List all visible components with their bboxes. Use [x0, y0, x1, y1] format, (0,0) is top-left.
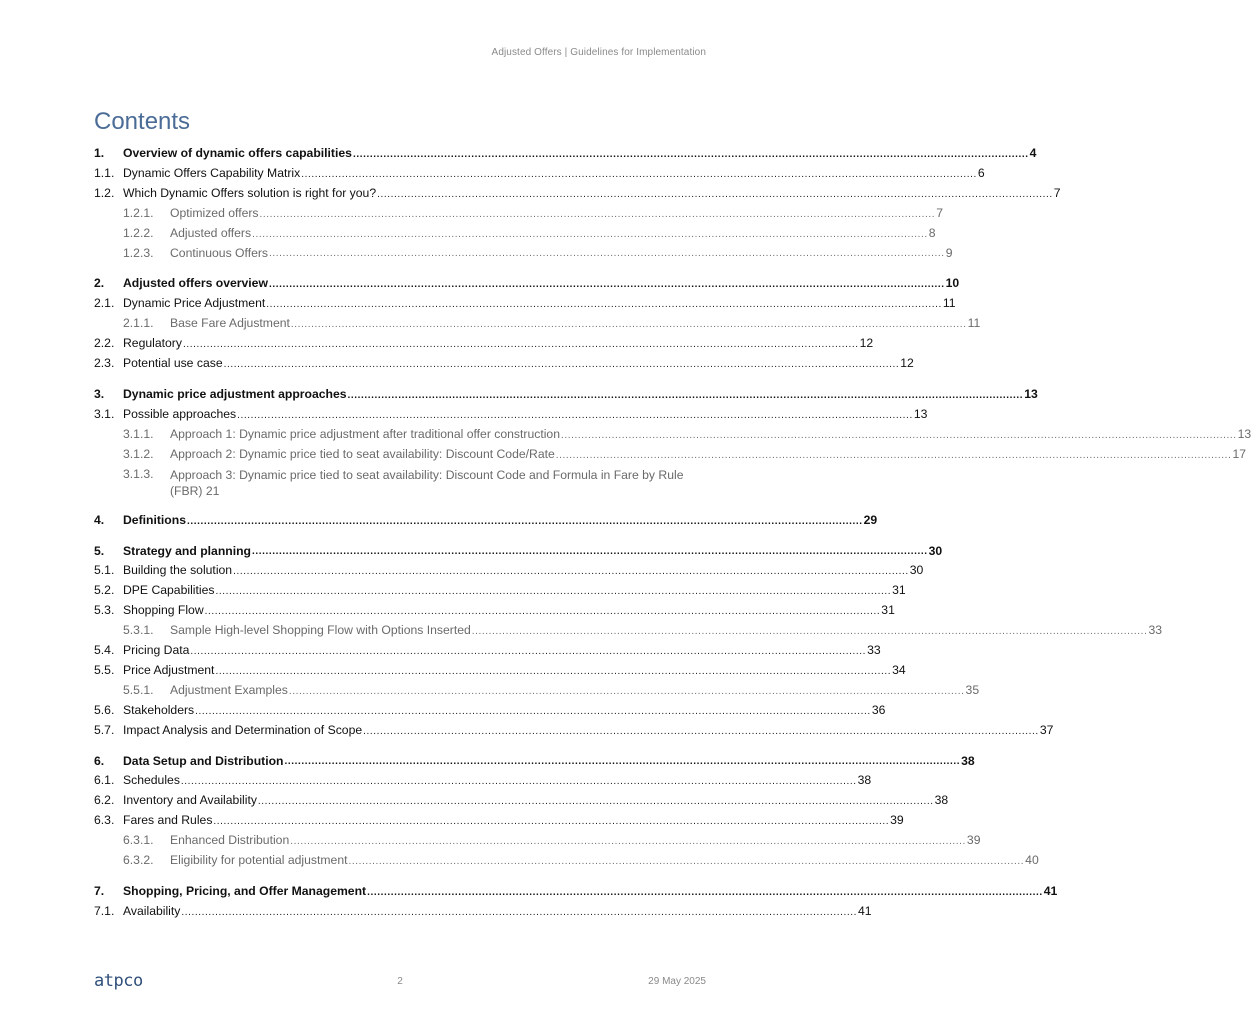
toc-entry-page: 8 — [928, 225, 936, 240]
toc-entry-page: 31 — [892, 583, 906, 598]
toc-leader-dots: ........................................................................................................................................................................................................ — [204, 606, 881, 618]
toc-entry-title: Stakeholders — [123, 702, 195, 717]
toc-entry-number: 6. — [94, 753, 105, 768]
toc-entry[interactable] — [94, 641, 881, 661]
toc-entry-number: 6.2. — [94, 793, 115, 808]
toc-entry-title: Approach 1: Dynamic price adjustment after traditional offer construction — [170, 426, 560, 441]
toc-entry-page: 13 — [1024, 386, 1038, 401]
toc-entry-title: Adjusted offers overview — [123, 276, 268, 291]
toc-entry-title: Definitions — [123, 512, 186, 527]
toc-entry[interactable] — [94, 542, 943, 562]
toc-entry[interactable] — [94, 204, 943, 224]
toc-entry-page: 33 — [867, 643, 881, 658]
page-title: Contents — [94, 108, 191, 136]
toc-entry-page: 40 — [1025, 853, 1039, 868]
toc-entry-page: 29 — [863, 512, 878, 527]
toc-entry-title: Price Adjustment — [123, 662, 215, 677]
svg-text:atpco: atpco — [94, 971, 143, 991]
toc-leader-dots: ........................................................................................................................................................................................................ — [347, 389, 1024, 401]
toc-entry-title: Adjusted offers — [170, 225, 252, 240]
toc-entry-page: 36 — [871, 702, 886, 717]
toc-leader-dots: ........................................................................................................................................................................................................ — [377, 188, 1053, 200]
toc-entry-page: 38 — [934, 793, 949, 808]
toc-entry-title: Eligibility for potential adjustment — [170, 853, 348, 868]
toc-entry-page: 4 — [1029, 146, 1037, 160]
toc-leader-dots: ........................................................................................................................................................................................................ — [352, 148, 1029, 160]
toc-entry-number: 2.1.1. — [123, 316, 154, 331]
toc-entry-number: 5.4. — [94, 643, 115, 658]
toc-entry-page: 35 — [965, 682, 980, 697]
toc-entry-page: 11 — [967, 316, 981, 331]
toc-leader-dots: ........................................................................................................................................................................................................ — [213, 816, 890, 828]
toc-entry-title: Approach 2: Dynamic price tied to seat availability: Discount Code/Rate — [170, 446, 555, 461]
toc-entry-page: 31 — [881, 603, 895, 618]
toc-entry-number: 1.2.2. — [123, 225, 154, 240]
toc-entry[interactable] — [94, 752, 975, 772]
toc-entry-number: 6.3.1. — [123, 833, 154, 848]
toc-entry-title: Base Fare Adjustment — [170, 316, 290, 331]
toc-leader-dots: ........................................................................................................................................................................................................ — [186, 515, 863, 527]
toc-entry-title: Adjustment Examples — [170, 682, 288, 697]
toc-entry[interactable] — [94, 771, 872, 791]
toc-entry-number: 5.1. — [94, 563, 115, 578]
toc-entry-page: 12 — [859, 336, 874, 351]
toc-entry-title: Pricing Data — [123, 643, 190, 658]
toc-leader-dots: ........................................................................................................................................................................................................ — [266, 299, 942, 311]
toc-leader-dots: ........................................................................................................................................................................................................ — [257, 796, 934, 808]
toc-entry[interactable] — [94, 661, 906, 681]
toc-entry[interactable] — [94, 294, 956, 314]
toc-entry-number: 5.5. — [94, 662, 115, 677]
toc-entry-page: 7 — [1053, 185, 1061, 200]
toc-entry-page: 33 — [1148, 623, 1163, 638]
toc-entry-number: 7.1. — [94, 903, 115, 918]
toc-leader-dots: ........................................................................................................................................................................................................ — [284, 756, 961, 768]
toc-entry-title: Dynamic Price Adjustment — [123, 296, 266, 311]
toc-entry-title: Shopping Flow — [123, 603, 204, 618]
toc-entry-title: Fares and Rules — [123, 813, 213, 828]
toc-leader-dots: ........................................................................................................................................................................................................ — [237, 409, 913, 421]
toc-entry-title: Shopping, Pricing, and Offer Management — [123, 884, 367, 898]
toc-entry[interactable] — [94, 831, 981, 851]
toc-entry[interactable] — [94, 314, 981, 334]
toc-entry-title: Strategy and planning — [123, 543, 251, 558]
toc-entry-title: Regulatory — [123, 336, 182, 351]
toc-entry[interactable] — [94, 425, 1251, 445]
toc-entry-page: 7 — [936, 205, 943, 220]
toc-leader-dots: ........................................................................................................................................................................................................ — [259, 208, 936, 220]
toc-entry-number: 1.1. — [94, 165, 115, 180]
toc-entry-page: 12 — [900, 356, 914, 371]
toc-entry-title: Possible approaches — [123, 406, 237, 421]
toc-leader-dots: ........................................................................................................................................................................................................ — [182, 339, 859, 351]
toc-entry-number: 3.1.3. — [123, 466, 154, 481]
toc-entry-number: 5. — [94, 543, 105, 558]
toc-leader-dots: ........................................................................................................................................................................................................ — [363, 725, 1039, 737]
toc-leader-dots: ........................................................................................................................................................................................................ — [181, 906, 858, 918]
toc-leader-dots: ........................................................................................................................................................................................................ — [367, 886, 1043, 898]
toc-entry-page: 38 — [857, 773, 872, 788]
toc-entry-title: Building the solution — [123, 563, 233, 578]
toc-entry[interactable] — [94, 354, 914, 374]
toc-entry[interactable] — [94, 334, 874, 354]
toc-entry[interactable] — [94, 882, 1058, 902]
toc-leader-dots: ........................................................................................................................................................................................................ — [269, 248, 945, 260]
toc-entry[interactable] — [94, 164, 985, 184]
toc-entry[interactable] — [94, 224, 936, 244]
toc-entry[interactable] — [94, 851, 1039, 871]
toc-entry-number: 5.6. — [94, 702, 115, 717]
toc-leader-dots: ........................................................................................................................................................................................................ — [215, 665, 892, 677]
toc-entry[interactable] — [94, 561, 924, 581]
toc-entry[interactable] — [94, 811, 904, 831]
toc-entry[interactable] — [94, 681, 980, 701]
toc-entry-page: 41 — [1043, 884, 1058, 898]
toc-entry-number: 2.1. — [94, 296, 115, 311]
running-header: Adjusted Offers | Guidelines for Implementation — [491, 47, 706, 58]
toc-leader-dots: ........................................................................................................................................................................................................ — [195, 705, 871, 717]
toc-entry-title: Optimized offers — [170, 205, 259, 220]
toc-entry-number: 1.2.1. — [123, 205, 154, 220]
toc-entry-page: 39 — [890, 813, 904, 828]
toc-entry-number: 5.5.1. — [123, 682, 154, 697]
toc-entry[interactable] — [94, 184, 1061, 204]
toc-entry-number: 1.2.3. — [123, 245, 154, 260]
toc-entry-number: 3.1.1. — [123, 426, 154, 441]
toc-entry-number: 7. — [94, 884, 105, 898]
toc-entry-page: 30 — [928, 543, 943, 558]
toc-entry-number: 6.3. — [94, 813, 115, 828]
toc-entry-title: Potential use case — [123, 356, 223, 371]
toc-entry-title: Which Dynamic Offers solution is right for you? — [123, 185, 377, 200]
footer-date: 29 May 2025 — [648, 976, 706, 987]
toc-entry-page: 37 — [1039, 722, 1054, 737]
toc-entry[interactable] — [94, 581, 906, 601]
toc-entry-title: DPE Capabilities — [123, 583, 215, 598]
toc-entry-page: 41 — [858, 903, 872, 918]
toc-entry[interactable] — [94, 621, 1163, 641]
toc-entry-number: 5.2. — [94, 583, 115, 598]
toc-entry[interactable] — [94, 902, 872, 922]
toc-leader-dots: ........................................................................................................................................................................................................ — [471, 626, 1148, 638]
toc-entry-number: 1.2. — [94, 185, 115, 200]
toc-entry-title: Dynamic price adjustment approaches — [123, 386, 347, 401]
toc-leader-dots: ........................................................................................................................................................................................................ — [233, 566, 909, 578]
toc-entry-title: Enhanced Distribution — [170, 833, 290, 848]
toc-entry[interactable] — [94, 274, 960, 294]
toc-leader-dots: ........................................................................................................................................................................................................ — [251, 546, 928, 558]
toc-entry[interactable] — [94, 701, 886, 721]
toc-entry-number: 3. — [94, 386, 105, 401]
toc-entry-title: Availability — [123, 903, 181, 918]
toc-entry[interactable] — [94, 405, 928, 425]
toc-entry-page: 34 — [892, 662, 906, 677]
toc-leader-dots: ........................................................................................................................................................................................................ — [215, 586, 892, 598]
toc-leader-dots: ........................................................................................................................................................................................................ — [180, 776, 857, 788]
toc-entry[interactable] — [94, 791, 949, 811]
toc-entry-number: 4. — [94, 512, 105, 527]
toc-entry-number: 3.1. — [94, 406, 115, 421]
toc-entry-number: 2.3. — [94, 356, 115, 371]
toc-leader-dots: ........................................................................................................................................................................................................ — [223, 358, 900, 370]
toc-entry-number: 1. — [94, 146, 105, 160]
toc-entry[interactable] — [94, 465, 706, 500]
toc-entry[interactable] — [94, 385, 1038, 405]
toc-entry[interactable] — [94, 721, 1054, 741]
toc-entry-title: Overview of dynamic offers capabilities — [123, 146, 352, 160]
page-number: 2 — [397, 976, 403, 987]
toc-leader-dots: ........................................................................................................................................................................................................ — [290, 319, 967, 331]
toc-entry-number: 2. — [94, 276, 105, 291]
toc-entry-number: 3.1.2. — [123, 446, 154, 461]
toc-leader-dots: ........................................................................................................................................................................................................ — [288, 685, 965, 697]
toc-leader-dots: ........................................................................................................................................................................................................ — [252, 228, 928, 240]
toc-entry-title: Sample High-level Shopping Flow with Options Inserted — [170, 623, 471, 638]
toc-entry-number: 5.3. — [94, 603, 115, 618]
toc-leader-dots: ........................................................................................................................................................................................................ — [301, 168, 977, 180]
toc-entry[interactable] — [94, 601, 895, 621]
toc-leader-dots: ........................................................................................................................................................................................................ — [560, 429, 1237, 441]
toc-entry-page: 17 — [1232, 446, 1247, 461]
toc-entry-title: Data Setup and Distribution — [123, 753, 284, 768]
toc-entry-page: 13 — [1237, 426, 1251, 441]
toc-leader-dots: ........................................................................................................................................................................................................ — [190, 645, 867, 657]
toc-entry-number: 6.1. — [94, 773, 115, 788]
toc-entry-number: 2.2. — [94, 336, 115, 351]
toc-leader-dots: ........................................................................................................................................................................................................ — [348, 856, 1025, 867]
toc-entry-number: 5.7. — [94, 722, 115, 737]
toc-entry-title: Inventory and Availability — [123, 793, 257, 808]
toc-entry-page: 39 — [966, 833, 981, 848]
toc-entry-page: 13 — [913, 406, 928, 421]
toc-entry[interactable] — [94, 244, 953, 264]
toc-entry-title: Dynamic Offers Capability Matrix — [123, 165, 301, 180]
toc-entry[interactable] — [94, 144, 1037, 164]
toc-leader-dots: ........................................................................................................................................................................................................ — [555, 449, 1232, 461]
table-of-contents — [94, 144, 1251, 922]
toc-leader-dots: ........................................................................................................................................................................................................ — [268, 279, 945, 291]
toc-entry-title: Impact Analysis and Determination of Scope — [123, 722, 363, 737]
toc-entry-page: 11 — [942, 296, 956, 311]
toc-entry-page: 10 — [945, 276, 960, 291]
toc-entry-page: 6 — [977, 165, 985, 180]
toc-entry-title: Continuous Offers — [170, 245, 269, 260]
toc-entry-number: 6.3.2. — [123, 853, 154, 868]
toc-entry-page: 30 — [909, 563, 924, 578]
toc-entry[interactable] — [94, 511, 878, 531]
toc-leader-dots: ........................................................................................................................................................................................................ — [290, 836, 966, 848]
toc-entry[interactable] — [94, 445, 1247, 465]
toc-entry-page: 9 — [945, 245, 953, 260]
toc-entry-title: Schedules — [123, 773, 180, 788]
toc-entry-number: 5.3.1. — [123, 623, 154, 638]
toc-entry-title: Approach 3: Dynamic price tied to seat availability: Discount Code and Formula in Fare by Rule (FBR) 21 — [170, 467, 684, 499]
toc-entry-page: 38 — [961, 753, 975, 768]
